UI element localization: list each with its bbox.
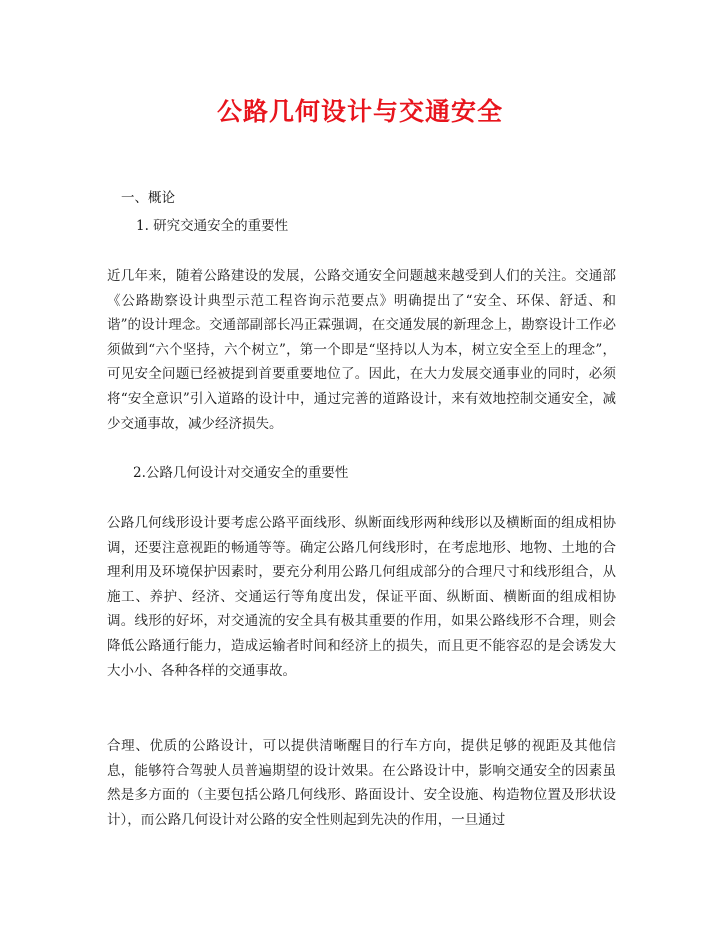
- paragraph-3: 合理、优质的公路设计，可以提供清晰醒目的行车方向，提供足够的视距及其他信息，能够符合驾驶人员普遍期望的设计效果。在公路设计中，影响交通安全的因素虽然是多方面的（主要包括公路几何线形、路面设计、安全设施、构造物位置及形状设计），而公路几何设计对公路的安全性则起到先决的作用，一旦通过: [107, 738, 616, 828]
- section-heading: 一、概论: [121, 190, 175, 206]
- document-title: 公路几何设计与交通安全: [216, 97, 503, 126]
- subheading-2: 2.公路几何设计对交通安全的重要性: [133, 465, 349, 481]
- paragraph-2: 公路几何线形设计要考虑公路平面线形、纵断面线形两种线形以及横断面的组成相协调，还要注意视距的畅通等等。确定公路几何线形时，在考虑地形、地物、土地的合理利用及环境保护因素时，要充分利用公路几何组成部分的合理尺寸和线形组合，从施工、养护、经济、交通运行等角度出发，保证平面、纵断面、横断面的组成相协调。线形的好坏，对交通流的安全具有极其重要的作用，如果公路线形不合理，则会降低公路通行能力，造成运输者时间和经济上的损失，而且更不能容忍的是会诱发大大小小、各种各样的交通事故。: [107, 515, 616, 679]
- paragraph-1: 近几年来，随着公路建设的发展，公路交通安全问题越来越受到人们的关注。交通部《公路勘察设计典型示范工程咨询示范要点》明确提出了“安全、环保、舒适、和谐”的设计理念。交通部副部长冯正霖强调，在交通发展的新理念上，勘察设计工作必须做到“六个坚持，六个树立”，第一个即是“坚持以人为本，树立安全至上的理念”，可见安全问题已经被提到首要重要地位了。因此，在大力发展交通事业的同时，必须将“安全意识”引入道路的设计中，通过完善的道路设计，来有效地控制交通安全，减少交通事故，减少经济损失。: [107, 268, 616, 432]
- subheading-1: 1. 研究交通安全的重要性: [136, 218, 289, 234]
